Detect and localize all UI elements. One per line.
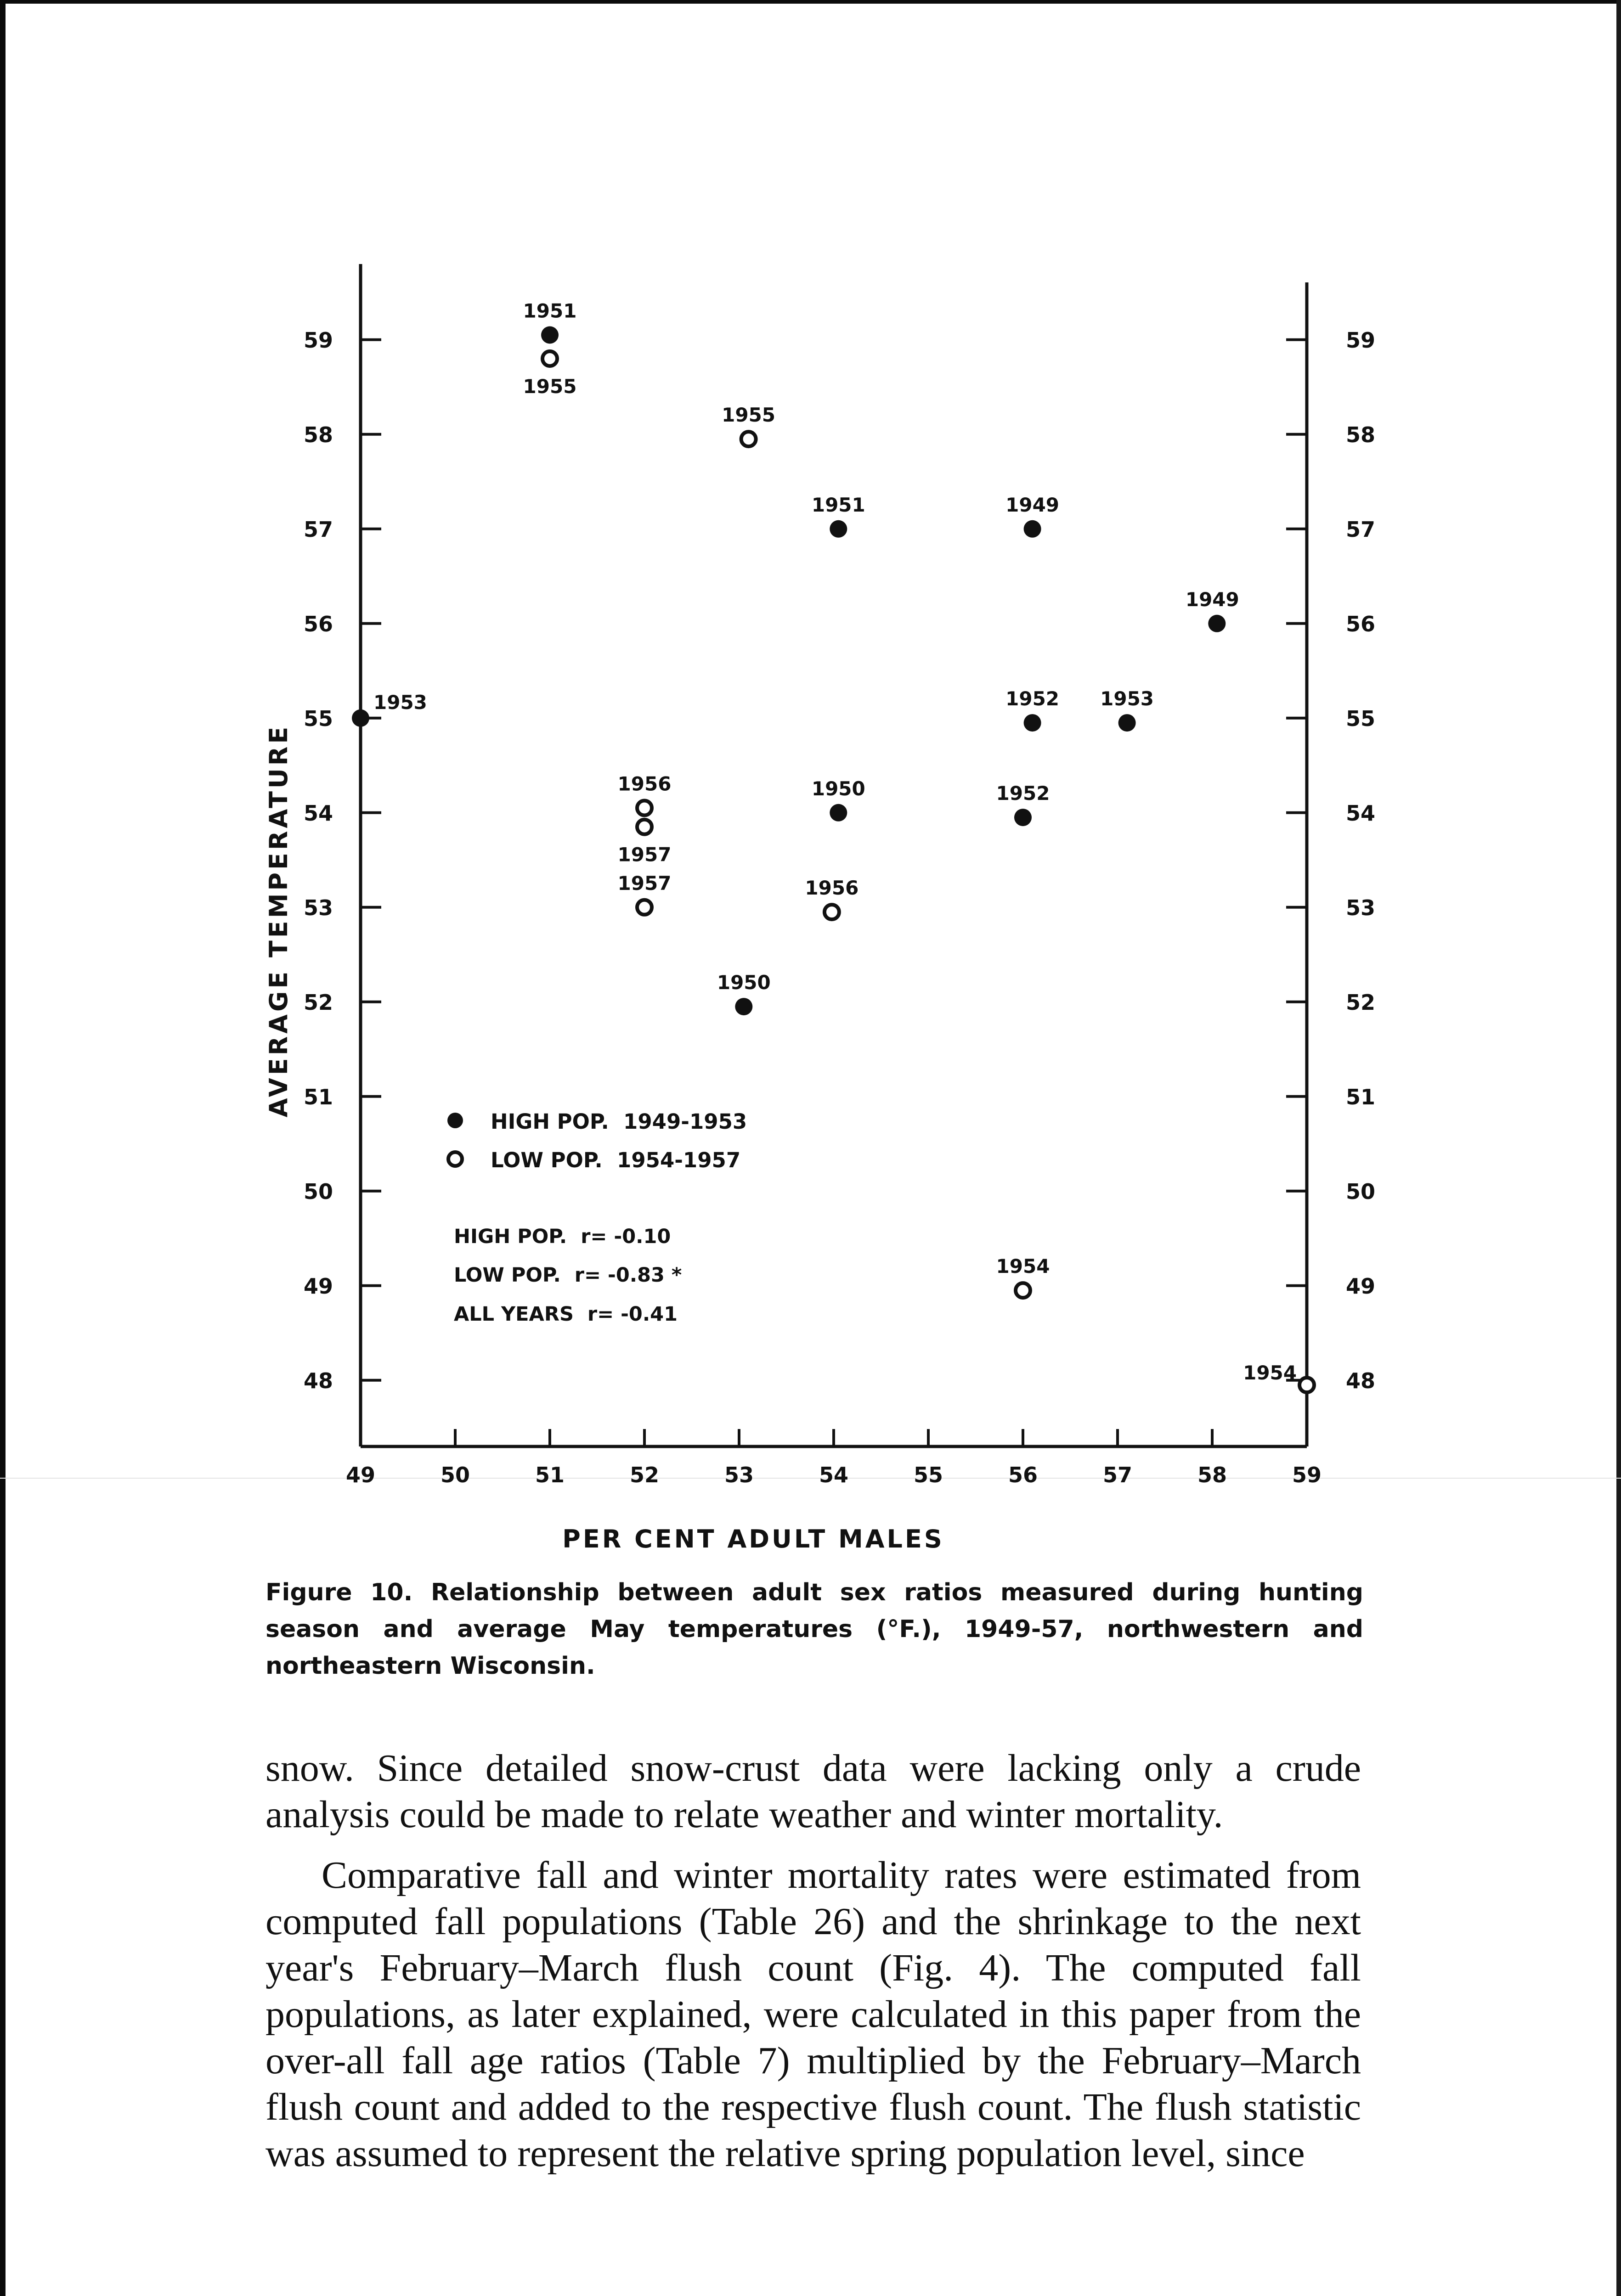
data-point-low-pop bbox=[1299, 1378, 1314, 1392]
x-tick-label: 54 bbox=[819, 1463, 849, 1487]
data-point-label: 1950 bbox=[717, 971, 771, 994]
x-tick-label: 49 bbox=[345, 1463, 376, 1487]
data-point-label: 1956 bbox=[617, 772, 672, 795]
data-point-low-pop bbox=[637, 801, 652, 816]
data-point-high-pop bbox=[1024, 714, 1041, 732]
x-tick-label: 52 bbox=[629, 1463, 660, 1487]
data-point-high-pop bbox=[1024, 520, 1041, 538]
data-point-label: 1952 bbox=[996, 782, 1050, 805]
y-tick-label-left: 57 bbox=[303, 517, 333, 542]
y-tick-label-left: 48 bbox=[303, 1368, 333, 1393]
data-point-high-pop bbox=[352, 709, 369, 727]
data-point-label: 1957 bbox=[617, 843, 672, 866]
x-tick-label: 57 bbox=[1102, 1463, 1133, 1487]
data-point-label: 1952 bbox=[1005, 687, 1060, 710]
data-point-low-pop bbox=[542, 351, 557, 366]
x-tick-label: 59 bbox=[1292, 1463, 1322, 1487]
y-tick-label-right: 49 bbox=[1346, 1273, 1376, 1299]
x-tick-label: 56 bbox=[1008, 1463, 1038, 1487]
x-tick-label: 51 bbox=[535, 1463, 565, 1487]
data-point-low-pop bbox=[825, 905, 839, 919]
body-paragraph-1: snow. Since detailed snow-crust data were lacking only a crude analysis could be made to relate weather and winter mortality. bbox=[265, 1747, 1361, 1836]
x-tick-label: 55 bbox=[913, 1463, 943, 1487]
chart-legend bbox=[447, 1109, 747, 1172]
data-point-label: 1950 bbox=[811, 777, 865, 800]
y-tick-label-right: 53 bbox=[1346, 895, 1376, 920]
data-point-high-pop bbox=[830, 804, 847, 822]
data-point-label: 1955 bbox=[722, 404, 776, 427]
legend-filled-marker bbox=[447, 1113, 463, 1128]
stat-all-years: ALL YEARS r= -0.41 bbox=[454, 1303, 678, 1326]
y-tick-label-right: 51 bbox=[1346, 1084, 1376, 1109]
body-paragraph-2: Comparative fall and winter mortality rates were estimated from computed fall populations (Table 26) and the shrinkage to the next year's February–March flush count (Fig. 4). The computed fall populations, as later explained, were calculated in this paper from the over-all fall age ratios (Table 7) multiplied by the February–March flush count and added to the respective flush count. The flush statistic was assumed to represent the relative spring population level, since bbox=[265, 1854, 1361, 2175]
legend-open-marker bbox=[448, 1152, 462, 1166]
y-tick-label-right: 56 bbox=[1346, 611, 1376, 636]
y-axis-label: AVERAGE TEMPERATURE bbox=[264, 724, 293, 1118]
data-point-high-pop bbox=[830, 520, 847, 538]
y-tick-label-left: 58 bbox=[303, 422, 333, 447]
y-tick-label-right: 59 bbox=[1346, 327, 1376, 353]
data-point-label: 1949 bbox=[1005, 493, 1060, 516]
y-tick-label-left: 59 bbox=[303, 327, 333, 353]
data-point-label: 1953 bbox=[1100, 687, 1154, 710]
data-point-label: 1951 bbox=[523, 299, 577, 322]
y-tick-label-right: 48 bbox=[1346, 1368, 1376, 1393]
data-point-high-pop bbox=[735, 998, 752, 1015]
stat-low-pop: LOW POP. r= -0.83 * bbox=[454, 1264, 682, 1287]
data-point-label: 1949 bbox=[1185, 588, 1239, 611]
legend-high-pop-label: HIGH POP. 1949-1953 bbox=[491, 1109, 747, 1134]
data-point-low-pop bbox=[637, 820, 652, 834]
y-tick-label-right: 57 bbox=[1346, 517, 1376, 542]
data-point-label: 1956 bbox=[805, 877, 859, 900]
y-tick-label-right: 58 bbox=[1346, 422, 1376, 447]
data-point-label: 1954 bbox=[996, 1255, 1050, 1278]
data-point-high-pop bbox=[1208, 615, 1226, 632]
data-point-high-pop bbox=[1014, 809, 1032, 826]
y-tick-label-left: 55 bbox=[303, 706, 333, 731]
y-tick-label-left: 53 bbox=[303, 895, 333, 920]
y-tick-label-left: 52 bbox=[303, 990, 333, 1015]
x-tick-label: 53 bbox=[724, 1463, 754, 1487]
data-point-label: 1955 bbox=[523, 375, 577, 398]
stat-high-pop: HIGH POP. r= -0.10 bbox=[454, 1225, 671, 1248]
data-point-label: 1957 bbox=[617, 872, 672, 895]
y-tick-label-right: 50 bbox=[1346, 1179, 1376, 1204]
x-tick-label: 50 bbox=[440, 1463, 470, 1487]
data-point-label: 1951 bbox=[811, 493, 865, 516]
correlation-stats bbox=[454, 1225, 682, 1326]
y-tick-label-right: 54 bbox=[1346, 800, 1376, 826]
data-point-low-pop bbox=[1016, 1283, 1030, 1298]
x-axis-label: PER CENT ADULT MALES bbox=[562, 1525, 944, 1553]
y-tick-label-right: 52 bbox=[1346, 990, 1376, 1015]
legend-low-pop-label: LOW POP. 1954-1957 bbox=[491, 1148, 741, 1172]
x-tick-label: 58 bbox=[1197, 1463, 1227, 1487]
y-tick-label-left: 50 bbox=[303, 1179, 333, 1204]
y-tick-label-left: 51 bbox=[303, 1084, 333, 1109]
y-tick-label-left: 54 bbox=[303, 800, 333, 826]
data-point-low-pop bbox=[741, 432, 756, 446]
data-point-label: 1953 bbox=[373, 691, 427, 714]
data-point-low-pop bbox=[637, 900, 652, 915]
y-tick-label-right: 55 bbox=[1346, 706, 1376, 731]
y-tick-label-left: 56 bbox=[303, 611, 333, 636]
y-tick-label-left: 49 bbox=[303, 1273, 333, 1299]
data-point-high-pop bbox=[1118, 714, 1136, 732]
data-point-high-pop bbox=[541, 326, 559, 344]
figure-caption: Figure 10. Relationship between adult sex ratios measured during hunting season and average May temperatures (°F.), 1949-57, northwestern and northeastern Wisconsin. bbox=[265, 1579, 1363, 1680]
data-point-label: 1954 bbox=[1243, 1362, 1297, 1384]
